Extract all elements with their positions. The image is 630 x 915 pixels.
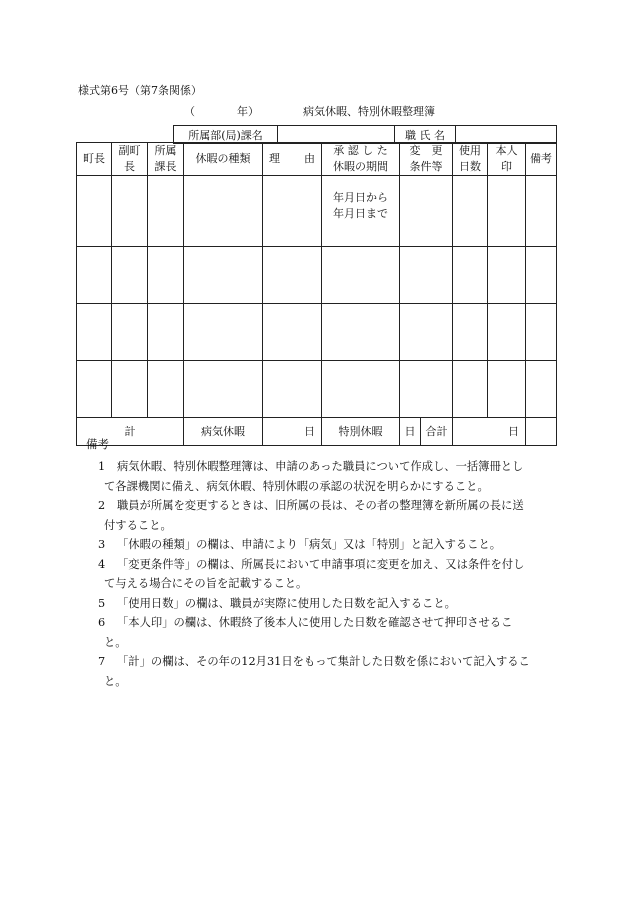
list-item: 7 「計」の欄は、その年の12月31日をもって集計した日数を係において記入するこ と。 (98, 655, 530, 688)
dept-label: 所属部(局)課名 (174, 126, 278, 144)
dept-value-cell[interactable] (278, 126, 395, 144)
col-section-chief: 所属 課長 (148, 143, 184, 176)
list-item: 1 病気休暇、特別休暇整理簿は、申請のあった職員について作成し、一括簿冊とし て各課機関に備え、病気休暇、特別休暇の承認の状況を明らかにすること。 (98, 460, 524, 493)
sick-leave-label: 病気休暇 (184, 418, 263, 446)
list-item: 4 「変更条件等」の欄は、所属長において申請事項に変更を加え、又は条件を付し て与える場合にその旨を記載すること。 (98, 557, 525, 590)
special-leave-days[interactable]: 日 (400, 418, 421, 445)
leave-register-table (76, 142, 557, 446)
col-days-used: 使用 日数 (453, 143, 488, 176)
title-year-open: （ (184, 105, 195, 118)
list-item: 5 「使用日数」の欄は、職員が実際に使用した日数を記入すること。 (98, 596, 456, 610)
col-remarks: 備考 (526, 143, 557, 176)
list-item: 2 職員が所属を変更するときは、旧所属の長は、その者の整理簿を新所属の長に送 付すること。 (98, 499, 524, 532)
total-label: 計 (77, 418, 184, 446)
col-label: 町長 (83, 152, 105, 165)
col-leave-type: 休暇の種類 (184, 143, 263, 176)
form-number-label: 様式第6号（第7条関係） (78, 84, 202, 97)
col-seal: 本人 印 (488, 143, 526, 176)
totals-row (77, 418, 557, 446)
table-row (77, 361, 557, 418)
register-title: 病気休暇、特別休暇整理簿 (303, 105, 435, 118)
name-value-cell[interactable] (456, 126, 557, 144)
notes-title: 備考 (86, 437, 109, 451)
list-item: 3 「休暇の種類」の欄は、申請により「病気」又は「特別」と記入すること。 (98, 538, 502, 551)
special-sum-cell (400, 418, 453, 446)
col-mayor (77, 143, 112, 176)
sum-label: 合計 (425, 424, 448, 438)
table-row (77, 176, 557, 247)
col-deputy-mayor: 副町 長 (112, 143, 148, 176)
sum-days[interactable]: 日 (453, 418, 526, 446)
col-reason: 理 由 (263, 143, 322, 176)
sick-leave-days[interactable]: 日 (263, 418, 322, 446)
col-change-conditions: 変 更 条件等 (400, 143, 453, 176)
totals-remarks-cell[interactable] (526, 418, 557, 446)
column-header-row (77, 143, 557, 176)
table-row (77, 304, 557, 361)
title-year-close: 年） (237, 105, 259, 118)
name-label: 職 氏 名 (395, 126, 456, 144)
col-approved-period: 承 認 し た 休暇の期間 (322, 143, 400, 176)
notes-list (98, 457, 555, 691)
list-item: 6 「本人印」の欄は、休暇終了後本人に使用した日数を確認させて押印させるこ と。 (98, 616, 513, 649)
period-cell[interactable]: 年月日から 年月日まで (322, 176, 400, 247)
special-leave-label: 特別休暇 (322, 418, 400, 446)
table-row (77, 247, 557, 304)
